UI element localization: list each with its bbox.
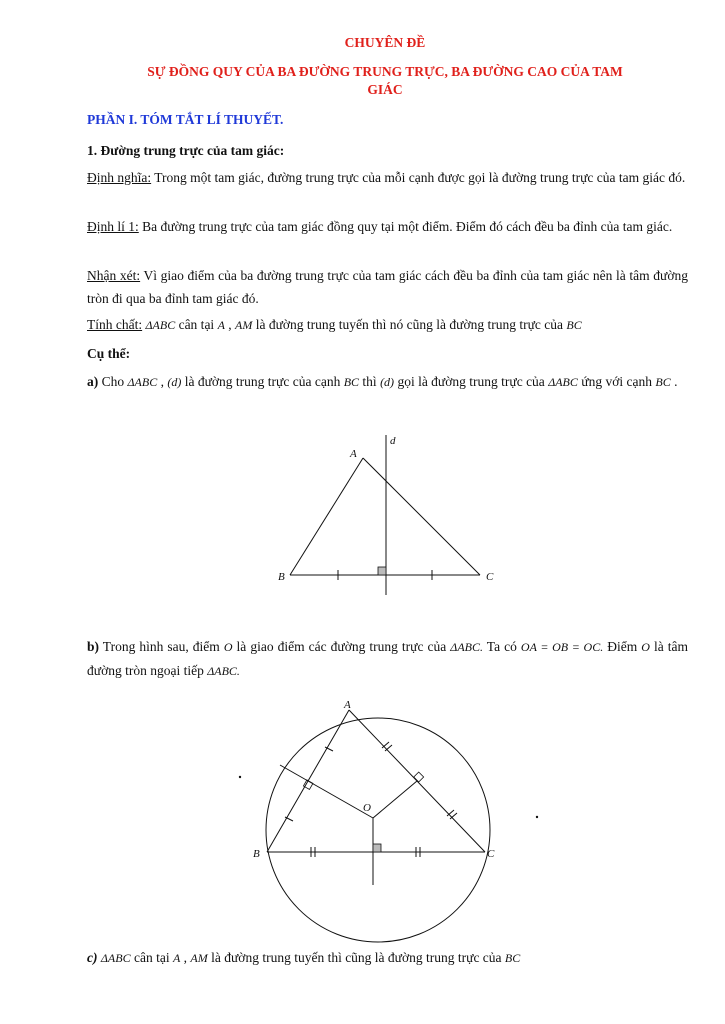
text-run: , — [157, 374, 168, 389]
remark-label: Nhận xét: — [87, 268, 141, 283]
text-run: là đường trung trực của cạnh — [181, 374, 344, 389]
stray-dot — [239, 776, 241, 778]
text-run: ứng với cạnh — [577, 374, 656, 389]
item-b-label: b) — [87, 639, 100, 654]
definition-paragraph — [87, 166, 688, 189]
label-d: d — [390, 435, 396, 447]
circumcircle-figure — [225, 690, 555, 945]
right-angle-mark — [414, 772, 424, 782]
right-angle-mark — [373, 844, 381, 852]
label-O: O — [363, 802, 371, 814]
stray-dot — [536, 816, 538, 818]
math-triangle: ΔABC — [145, 318, 176, 332]
item-b-paragraph — [87, 635, 688, 683]
theorem-paragraph — [87, 215, 688, 238]
text-run: cân tại — [130, 950, 173, 965]
text-run: Cho — [98, 374, 128, 389]
text-run: cân tại — [175, 317, 218, 332]
text-run: . — [670, 374, 678, 389]
text-run: , — [224, 317, 236, 332]
math-triangle: ΔABC — [127, 375, 158, 389]
label-A: A — [350, 448, 357, 460]
topic-label: CHUYÊN ĐỀ — [344, 35, 426, 50]
remark-paragraph — [87, 264, 688, 310]
item-c-label: c) — [87, 950, 98, 965]
title-line-1: SỰ ĐỒNG QUY CỦA BA ĐƯỜNG TRUNG TRỰC, BA ĐƯỜNG CAO CỦA TAM — [147, 64, 623, 79]
property-paragraph — [87, 313, 688, 337]
item-a-label: a) — [87, 374, 99, 389]
label-C: C — [487, 848, 495, 860]
text-run: là tâm đường tròn ngoại tiếp — [87, 639, 689, 678]
math-segment: AM — [235, 318, 253, 332]
math-equality: OA = OB = OC. — [520, 640, 604, 654]
bisector-AC — [373, 781, 417, 818]
definition-text: Trong một tam giác, đường trung trực của mỗi cạnh được gọi là đường trung trực của tam giác đó. — [151, 170, 686, 185]
math-segment: BC — [655, 375, 671, 389]
math-line: (d) — [167, 375, 182, 389]
label-B: B — [253, 848, 260, 860]
math-vertex: A — [217, 318, 225, 332]
text-run: Điểm — [603, 639, 642, 654]
text-run: là giao điểm các đường trung trực của — [232, 639, 451, 654]
math-segment: BC — [504, 951, 521, 965]
math-line: (d) — [380, 375, 395, 389]
text-run: , — [180, 950, 191, 965]
tick-mark — [382, 742, 392, 751]
math-point: O — [223, 640, 233, 654]
side-AC — [363, 458, 480, 575]
section-heading: PHẦN I. TÓM TẮT LÍ THUYẾT. — [87, 112, 284, 127]
label-A: A — [344, 699, 351, 711]
text-run: gọi là đường trung trực của — [394, 374, 549, 389]
tick-mark — [447, 810, 457, 819]
math-point: O — [641, 640, 650, 654]
math-triangle: ΔABC — [100, 951, 131, 965]
label-B: B — [278, 571, 285, 583]
definition-label: Định nghĩa: — [87, 170, 152, 185]
text-run: Ta có — [483, 639, 521, 654]
math-vertex: A — [172, 951, 181, 965]
item-c-paragraph — [87, 946, 688, 970]
subsection-heading: 1. Đường trung trực của tam giác: — [87, 143, 285, 158]
text-run: Trong hình sau, điểm — [99, 639, 224, 654]
item-a-paragraph — [87, 370, 688, 394]
math-segment: BC — [566, 318, 582, 332]
right-angle-mark — [378, 567, 386, 575]
remark-text: Vì giao điểm của ba đường trung trực của tam giác cách đều ba đỉnh của tam giác nên là tâm đường tròn đi qua ba đỉnh tam giác đó. — [87, 268, 688, 306]
label-C: C — [486, 571, 494, 583]
math-triangle: ΔABC — [548, 375, 578, 389]
text-run: thì — [359, 374, 381, 389]
math-triangle: ΔABC. — [450, 640, 484, 654]
text-run: là đường trung tuyến thì cũng là đường trung trực của — [207, 950, 505, 965]
theorem-label: Định lí 1: — [87, 219, 139, 234]
math-segment: BC — [343, 375, 360, 389]
perpendicular-bisector-figure — [270, 430, 510, 605]
text-run: là đường trung tuyến thì nó cũng là đường trung trực của — [252, 317, 567, 332]
math-segment: AM — [190, 951, 208, 965]
title-line-2: GIÁC — [367, 82, 403, 97]
theorem-text: Ba đường trung trực của tam giác đồng quy tại một điểm. Điểm đó cách đều ba đỉnh của tam giác. — [138, 219, 673, 234]
circumcircle — [266, 718, 490, 942]
bisector-AB — [280, 765, 373, 818]
math-triangle: ΔABC. — [207, 664, 240, 678]
property-label: Tính chất: — [87, 317, 143, 332]
side-AB — [290, 458, 363, 575]
example-heading: Cụ thể: — [87, 346, 131, 361]
